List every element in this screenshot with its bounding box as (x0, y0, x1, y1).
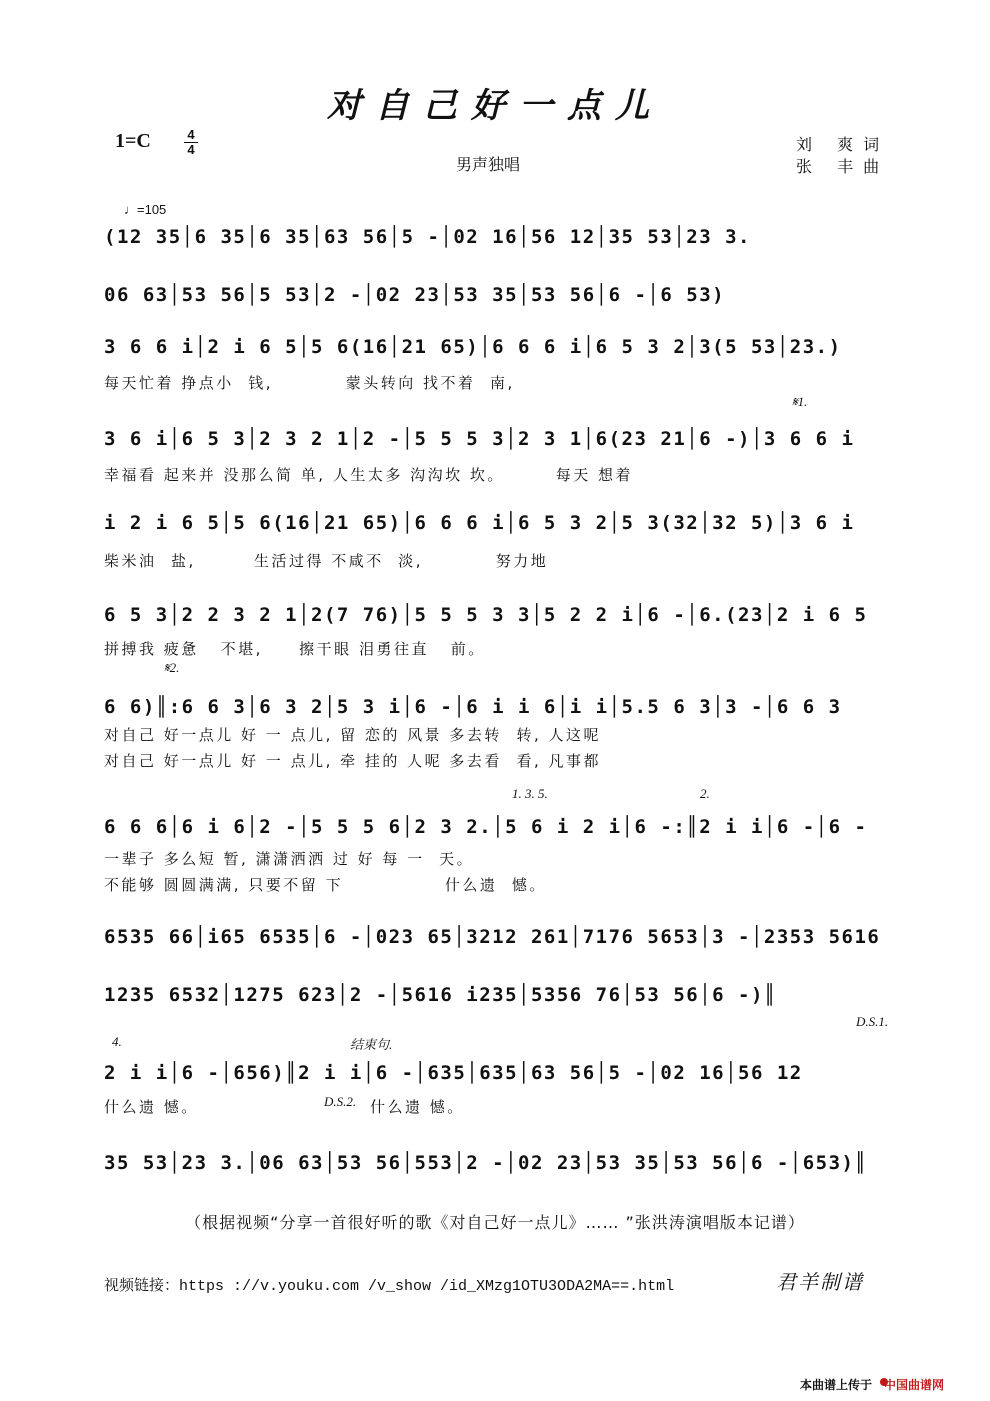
staff-row-4 (104, 408, 894, 450)
lyrics-line-11a: 什么遗 憾。 (104, 1098, 199, 1116)
time-bottom: 4 (184, 142, 198, 157)
volta-2: 2. (700, 786, 710, 801)
key-signature: 1=C (115, 130, 151, 152)
arranger-signature: 君羊制谱 (776, 1270, 864, 1294)
video-link[interactable]: 视频链接：https ://v.youku.com /v_show /id_XMzg1OTU3ODA2MA==.html (104, 1278, 675, 1295)
ds2-mark: D.S.2. (324, 1094, 357, 1109)
staff-notes: 2 i i│6 -│656)║2 i i│6 -│635│635│63 56│5 -│02 16│56 12 (104, 1062, 803, 1084)
lyrics-line-8a: 一辈子 多么短 暂, 潇潇洒洒 过 好 每 一 天。 (104, 850, 475, 868)
composer-credit: 张 丰曲 (796, 157, 890, 176)
staff-notes: (12 35│6 35│6 35│63 56│5 -│02 16│56 12│35 53│23 3. (104, 226, 751, 248)
staff-notes: 3 6 6 i│2 i 6 5│5 6(16│21 65)│6 6 6 i│6 5 3 2│3(5 53│23.) (104, 336, 842, 358)
segno-1: 𝄋1. (792, 394, 808, 409)
lyrics-line-6: 拼搏我 疲惫 不堪, 擦干眼 泪勇往直 前。 (104, 640, 486, 658)
staff-row-1 (104, 206, 894, 248)
upload-text: 本曲谱上传于 (800, 1378, 873, 1392)
staff-notes: 1235 6532│1275 623│2 -│5616 i235│5356 76│53 56│6 -)║ (104, 984, 777, 1006)
staff-notes: 35 53│23 3.│06 63│53 56│553│2 -│02 23│53 35│53 56│6 -│653)║ (104, 1152, 868, 1174)
staff-notes: i 2 i 6 5│5 6(16│21 65)│6 6 6 i│6 5 3 2│5 3(32│32 5)│3 6 i (104, 512, 855, 534)
source-note: （根据视频“分享一首很好听的歌《对自己好一点儿》…… ”张洪涛演唱版本记谱） (185, 1213, 805, 1232)
segno-2: 𝄋2. (164, 660, 180, 675)
staff-row-6 (104, 584, 894, 626)
lyrics-line-4: 幸福看 起来并 没那么简 单, 人生太多 沟沟坎 坎。 每天 想着 (104, 466, 634, 484)
time-top: 4 (187, 127, 195, 142)
song-title: 对自己好一点儿 (327, 86, 663, 126)
time-signature (184, 128, 198, 157)
staff-row-7 (104, 676, 894, 718)
ds1-mark: D.S.1. (856, 1014, 889, 1029)
volta-4: 4. (112, 1034, 122, 1049)
staff-row-10 (104, 964, 894, 1006)
lyrics-line-7a: 对自己 好一点儿 好 一 点儿, 留 恋的 风景 多去转 转, 人这呢 (104, 726, 601, 744)
staff-notes: 3 6 i│6 5 3│2 3 2 1│2 -│5 5 5 3│2 3 1│6(23 21│6 -)│3 6 6 i (104, 428, 855, 450)
staff-row-3 (104, 316, 894, 358)
staff-notes: 6535 66│i65 6535│6 -│023 65│3212 261│7176 5653│3 -│2353 5616 (104, 926, 881, 948)
staff-row-11 (104, 1042, 894, 1084)
performance-style: 男声独唱 (456, 155, 521, 174)
staff-row-9 (104, 906, 894, 948)
lyricist-credit: 刘 爽词 (796, 135, 890, 154)
ending-mark: 结束句. (350, 1037, 393, 1052)
staff-row-12 (104, 1132, 894, 1174)
staff-row-5 (104, 492, 894, 534)
lyrics-line-5: 柴米油 盐, 生活过得 不咸不 淡, 努力地 (104, 552, 549, 570)
lyrics-line-8b: 不能够 圆圆满满, 只要不留 下 什么遗 憾。 (104, 876, 547, 894)
staff-notes: 6 6 6│6 i 6│2 -│5 5 5 6│2 3 2.│5 6 i 2 i│6 -:║2 i i│6 -│6 - (104, 816, 868, 838)
staff-row-8 (104, 796, 894, 838)
staff-row-2 (104, 264, 894, 306)
staff-notes: 6 5 3│2 2 3 2 1│2(7 76)│5 5 5 3 3│5 2 2 i│6 -│6.(23│2 i 6 5 (104, 604, 868, 626)
staff-notes: 6 6)║:6 6 3│6 3 2│5 3 i│6 -│6 i i 6│i i│5.5 6 3│3 -│6 6 3 (104, 696, 842, 718)
tempo-marking: ♩=105 (124, 202, 167, 217)
volta-1: 1. 3. 5. (512, 786, 548, 801)
site-brand[interactable]: 中国曲谱网 (884, 1378, 945, 1392)
lyrics-line-3: 每天忙着 挣点小 钱, 蒙头转向 找不着 南, (104, 374, 515, 392)
staff-notes: 06 63│53 56│5 53│2 -│02 23│53 35│53 56│6 -│6 53) (104, 284, 726, 306)
lyrics-line-11b: 什么遗 憾。 (370, 1098, 465, 1116)
lyrics-line-7b: 对自己 好一点儿 好 一 点儿, 牵 挂的 人呢 多去看 看, 凡事都 (104, 752, 601, 770)
